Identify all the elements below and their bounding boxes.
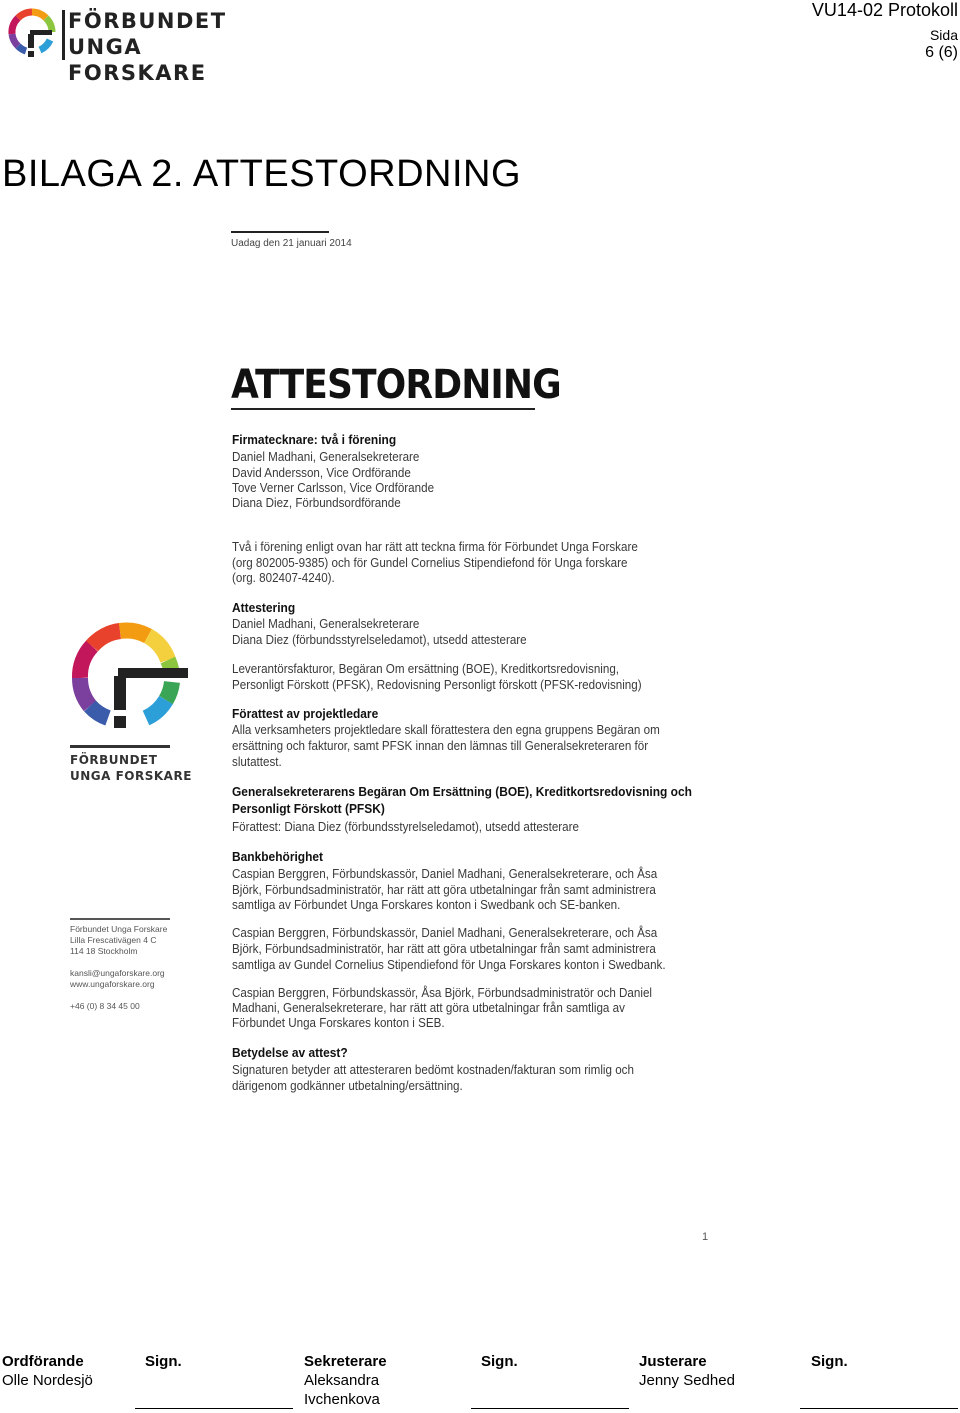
signature-line-2 bbox=[471, 1408, 629, 1409]
scan-text-line: Björk, Förbundsadministratör, har rätt att göra utbetalningar från samt administrera bbox=[232, 883, 656, 897]
page-title: BILAGA 2. ATTESTORDNING bbox=[2, 153, 522, 195]
logo-divider bbox=[62, 10, 65, 60]
address-rule bbox=[70, 918, 170, 920]
scan-text-line: Caspian Berggren, Förbundskassör, Daniel Madhani, Generalsekreterare, och Åsa bbox=[232, 867, 658, 881]
adjuster-name: Jenny Sedhed bbox=[639, 1372, 735, 1389]
scan-text-line: slutattest. bbox=[232, 755, 282, 769]
scan-text-line: Förattest: Diana Diez (förbundsstyrelseledamot), utsedd attesterare bbox=[232, 820, 579, 834]
scan-text-line: Förbundet Unga Forskares konton i SEB. bbox=[232, 1016, 445, 1030]
scan-text-line: Daniel Madhani, Generalsekreterare bbox=[232, 450, 420, 464]
scan-date: Uadag den 21 januari 2014 bbox=[231, 238, 352, 249]
scan-text-line: Björk, Förbundsadministratör, har rätt att göra utbetalningar från samt administrera bbox=[232, 942, 656, 956]
scan-text-line: Caspian Berggren, Förbundskassör, Åsa Björk, Förbundsadministratör och Daniel bbox=[232, 986, 653, 1000]
signature-line-1 bbox=[135, 1408, 293, 1409]
scan-text-line: ersättning och fakturor, samt PFSK innan den lämnas till Generalsekreteraren för bbox=[232, 739, 649, 753]
scan-section-heading: Attestering bbox=[232, 600, 296, 615]
scan-text-line: Personligt Förskott (PFSK), Redovisning Personligt förskott (PFSK-redovisning) bbox=[232, 678, 642, 692]
scan-text-line: Diana Diez, Förbundsordförande bbox=[232, 496, 401, 510]
side-logo-line-2: UNGA FORSKARE bbox=[70, 769, 192, 783]
adjuster-label: Justerare bbox=[639, 1353, 707, 1370]
scan-text-line: Daniel Madhani, Generalsekreterare bbox=[232, 617, 420, 631]
scan-section-heading: Generalsekreterarens Begäran Om Ersättning (BOE), Kreditkortsredovisning och bbox=[232, 784, 692, 799]
side-logo-text bbox=[70, 752, 192, 784]
side-logo-rule bbox=[70, 745, 170, 748]
scan-text-line: samtliga av Förbundet Unga Forskares konton i Swedbank och SE-banken. bbox=[232, 898, 621, 912]
scan-text-line: därigenom godkänner utbetalning/ersättning. bbox=[232, 1079, 463, 1093]
signature-line-3 bbox=[800, 1408, 958, 1409]
logo-line-2: UNGA FORSKARE bbox=[68, 35, 207, 85]
scan-text-line: Alla verksamheters projektledare skall förattestera den egna gruppens Begäran om bbox=[232, 723, 660, 737]
scan-text-line: Leverantörsfakturor, Begäran Om ersättning (BOE), Kreditkortsredovisning, bbox=[232, 662, 620, 676]
secretary-label: Sekreterare bbox=[304, 1353, 387, 1370]
scan-text-line: Tove Verner Carlsson, Vice Ordförande bbox=[232, 481, 435, 495]
scan-title: ATTESTORDNING bbox=[231, 362, 561, 408]
page-value: 6 (6) bbox=[925, 44, 958, 61]
secretary-name-1: Aleksandra bbox=[304, 1372, 380, 1389]
document-id: VU14-02 Protokoll bbox=[811, 0, 958, 20]
scan-section-heading: Betydelse av attest? bbox=[232, 1045, 348, 1060]
side-logo-icon bbox=[68, 620, 188, 740]
chair-name: Olle Nordesjö bbox=[2, 1372, 93, 1389]
scan-title-rule bbox=[231, 408, 535, 410]
scan-section-heading: Bankbehörighet bbox=[232, 849, 324, 864]
scan-section-heading: Förattest av projektledare bbox=[232, 706, 379, 721]
scan-text-line: Signaturen betyder att attesteraren bedömt kostnaden/fakturan som rimlig och bbox=[232, 1063, 634, 1077]
scan-section-heading: Personligt Förskott (PFSK) bbox=[232, 801, 385, 816]
logo-text bbox=[68, 8, 244, 86]
address-block: Förbundet Unga Forskare Lilla Frescativägen 4 C 114 18 Stockholm kansli@ungaforskare.org www.ungaforskare.org +46 (0) 8 34 45 00 bbox=[70, 924, 168, 1011]
secretary-name-2: Ivchenkova bbox=[304, 1391, 380, 1408]
scan-text-line: samtliga av Gundel Cornelius Stipendiefond för Unga Forskares konton i Swedbank. bbox=[232, 958, 666, 972]
sign-label-2: Sign. bbox=[481, 1353, 518, 1370]
side-logo-line-1: FÖRBUNDET bbox=[70, 753, 158, 767]
header-logo bbox=[4, 4, 244, 85]
scan-text-line: Diana Diez (förbundsstyrelseledamot), utsedd attesterare bbox=[232, 633, 527, 647]
scan-section-heading: Firmatecknare: två i förening bbox=[232, 432, 397, 447]
scan-date-rule bbox=[231, 231, 329, 233]
scan-text-line: Madhani, Generalsekreterare, har rätt att göra utbetalningar från samtliga av bbox=[232, 1001, 625, 1015]
page-label: Sida bbox=[929, 27, 958, 43]
sign-label-3: Sign. bbox=[811, 1353, 848, 1370]
organization-logo-icon bbox=[4, 4, 60, 60]
sign-label-1: Sign. bbox=[145, 1353, 182, 1370]
chair-label: Ordförande bbox=[2, 1353, 84, 1370]
scan-text-line: (org. 802407-4240). bbox=[232, 571, 335, 585]
logo-line-1: FÖRBUNDET bbox=[68, 9, 227, 33]
scan-text-line: Två i förening enligt ovan har rätt att teckna firma för Förbundet Unga Forskare bbox=[232, 540, 638, 554]
scan-text-line: David Andersson, Vice Ordförande bbox=[232, 466, 411, 480]
scan-text-line: Caspian Berggren, Förbundskassör, Daniel Madhani, Generalsekreterare, och Åsa bbox=[232, 926, 658, 940]
scan-text-line: (org 802005-9385) och för Gundel Cornelius Stipendiefond för Unga forskare bbox=[232, 556, 628, 570]
scan-page-number: 1 bbox=[702, 1231, 709, 1243]
